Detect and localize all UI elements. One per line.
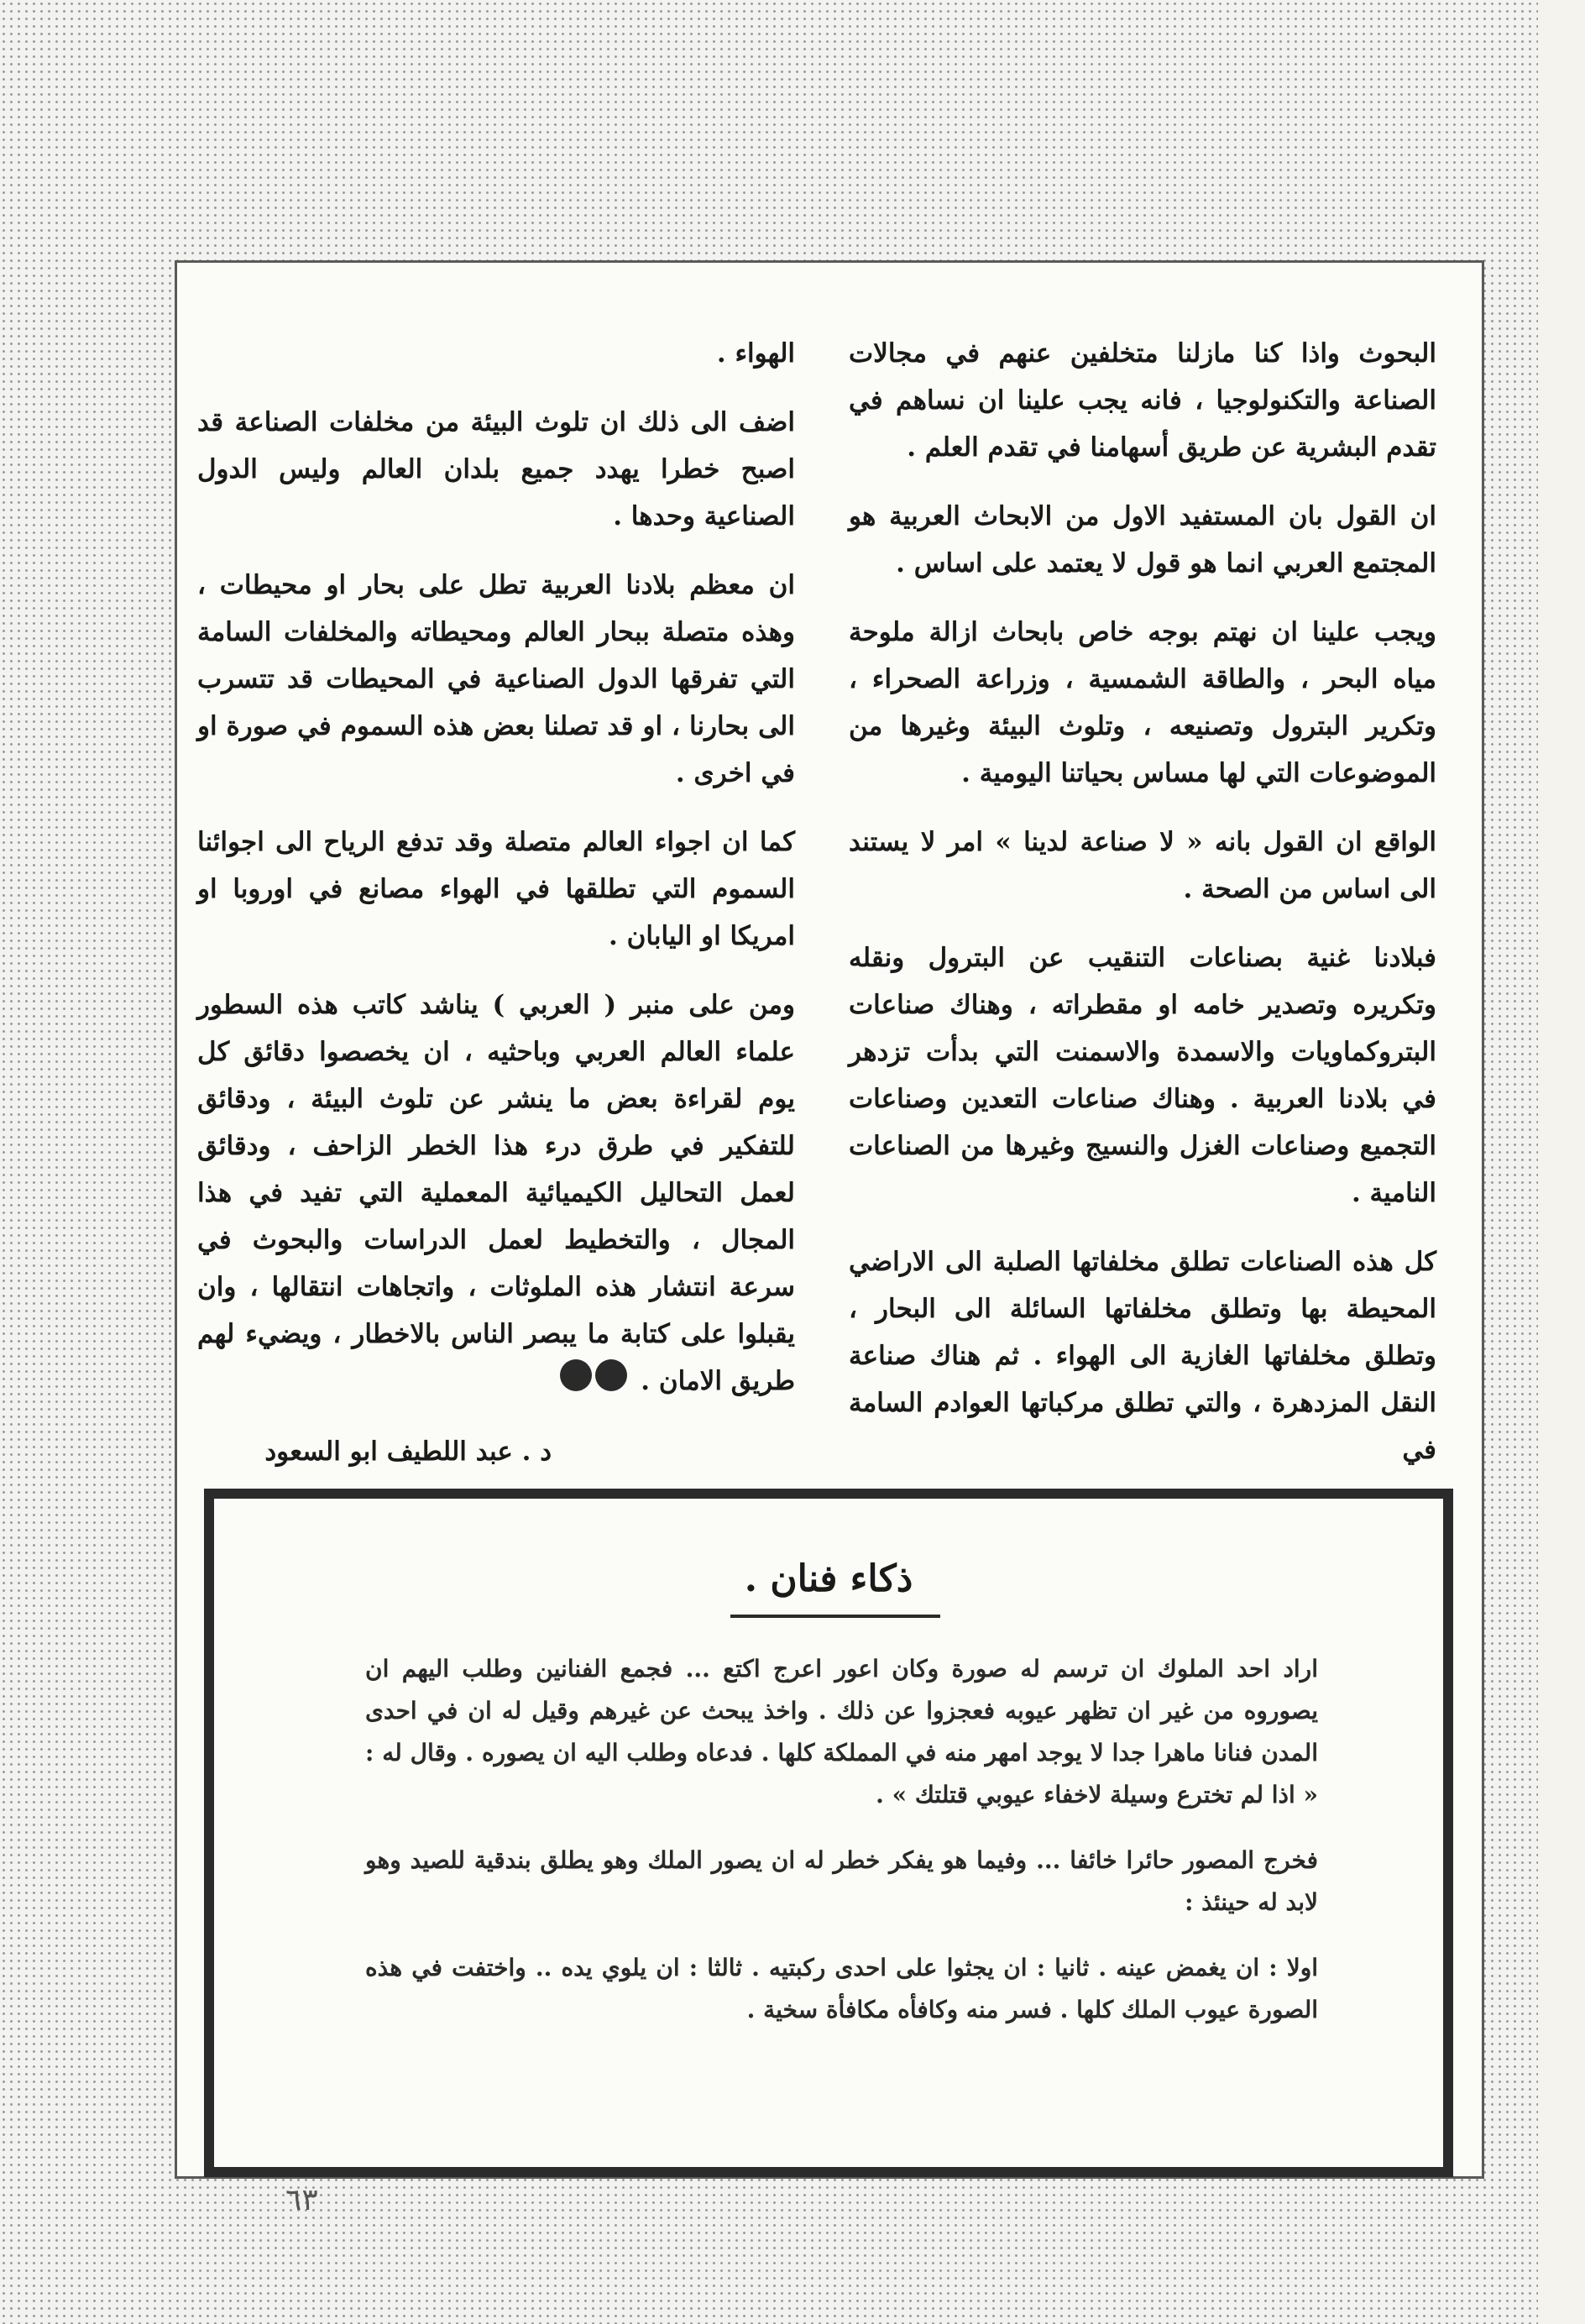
article-paragraph: البحوث واذا كنا مازلنا متخلفين عنهم في مجالات الصناعة والتكنولوجيا ، فانه يجب علينا ان نساهم في تقدم البشرية عن طريق أسهامنا في تقدم العلم .	[849, 338, 1436, 463]
article-paragraph: ان معظم بلادنا العربية تطل على بحار او محيطات ، وهذه متصلة ببحار العالم ومحيطاته والمخلفات السامة التي تفرقها الدول الصناعية في المحيطات قد تتسرب الى بحارنا ، او قد تصلنا بعض هذه السموم في صورة او في اخرى .	[197, 570, 795, 788]
article-paragraph: الواقع ان القول بانه « لا صناعة لدينا » امر لا يستند الى اساس من الصحة .	[849, 827, 1436, 904]
article-paragraph: كما ان اجواء العالم متصلة وقد تدفع الرياح الى اجوائنا السموم التي تطلقها في الهواء مصانع في اوروبا او امريكا او اليابان .	[197, 827, 795, 951]
story-paragraph: اولا : ان يغمض عينه . ثانيا : ان يجثوا على احدى ركبتيه . ثالثا : ان يلوي يده .. واختفت في هذه الصورة عيوب الملك كلها . فسر منه وكافأه مكافأة سخية .	[365, 1954, 1318, 2023]
article-paragraph: اضف الى ذلك ان تلوث البيئة من مخلفات الصناعة قد اصبح خطرا يهدد جميع بلدان العالم وليس الدول الصناعية وحدها .	[197, 407, 795, 531]
article-paragraph: الهواء .	[716, 338, 795, 369]
article-end-mark-icon	[557, 1359, 627, 1406]
article-paragraph: كل هذه الصناعات تطلق مخلفاتها الصلبة الى الاراضي المحيطة بها وتطلق مخلفاتها السائلة الى البحار ، وتطلق مخلفاتها الغازية الى الهواء . ثم هناك صناعة النقل المزدهرة ، والتي تطلق مركباتها العوادم السامة في	[849, 1247, 1436, 1465]
sidebar-story-box	[204, 1489, 1453, 2177]
magazine-page	[175, 260, 1484, 2179]
article-column-left	[197, 330, 795, 1475]
page-binding-edge	[1538, 0, 1585, 2324]
sidebar-story-body	[365, 1648, 1318, 2054]
article-author: د . عبد اللطيف ابو السعود	[264, 1436, 552, 1467]
story-paragraph: اراد احد الملوك ان ترسم له صورة وكان اعور اعرج اكتع ... فجمع الفنانين وطلب اليهم ان يصوروه من غير ان تظهر عيوبه فعجزوا عن ذلك . واخذ يبحث عن غيرهم وقيل له ان في احدى المدن فنانا ماهرا جدا لا يوجد امهر منه في المملكة كلها . فدعاه وطلب اليه ان يصوره . وقال له : « اذا لم تخترع وسيلة لاخفاء عيوبي قتلتك » .	[365, 1655, 1318, 1808]
article-paragraph: فبلادنا غنية بصناعات التنقيب عن البترول ونقله وتكريره وتصدير خامه او مقطراته ، وهناك صناعات البتروكماويات والاسمدة والاسمنت التي بدأت تزدهر في بلادنا العربية . وهناك صناعات التعدين وصناعات التجميع وصناعات الغزل والنسيج وغيرها من الصناعات النامية .	[849, 943, 1436, 1208]
story-paragraph: فخرج المصور حائرا خائفا ... وفيما هو يفكر خطر له ان يصور الملك وهو يطلق بندقية للصيد وهو لابد له حينئذ :	[365, 1846, 1318, 1916]
page-number: ٦٣	[285, 2183, 318, 2217]
article-column-right	[849, 330, 1436, 1495]
sidebar-story-title: ذكاء فنان .	[744, 1557, 913, 1600]
article-paragraph-text: ومن على منبر ( العربي ) يناشد كاتب هذه السطور علماء العالم العربي وباحثيه ، ان يخصصوا دقائق كل يوم لقراءة بعض ما ينشر عن تلوث البيئة ، ودقائق للتفكير في طرق درء هذا الخطر الزاحف ، ودقائق لعمل التحاليل الكيميائية المعملية التي تفيد في هذا المجال ، والتخطيط لعمل الدراسات والبحوث في سرعة انتشار هذه الملوثات ، واتجاهات انتقالها ، وان يقبلوا على كتابة ما يبصر الناس بالاخطار ، ويضيء لهم طريق الامان .	[197, 990, 795, 1396]
article-paragraph: ان القول بان المستفيد الاول من الابحاث العربية هو المجتمع العربي انما هو قول لا يعتمد على اساس .	[849, 501, 1436, 578]
article-paragraph: ويجب علينا ان نهتم بوجه خاص بابحاث ازالة ملوحة مياه البحر ، والطاقة الشمسية ، وزراعة الصحراء ، وتكرير البترول وتصنيعه ، وتلوث البيئة وغيرها من الموضوعات التي لها مساس بحياتنا اليومية .	[849, 617, 1436, 788]
title-underline	[730, 1615, 940, 1618]
article-paragraph	[197, 981, 795, 1406]
